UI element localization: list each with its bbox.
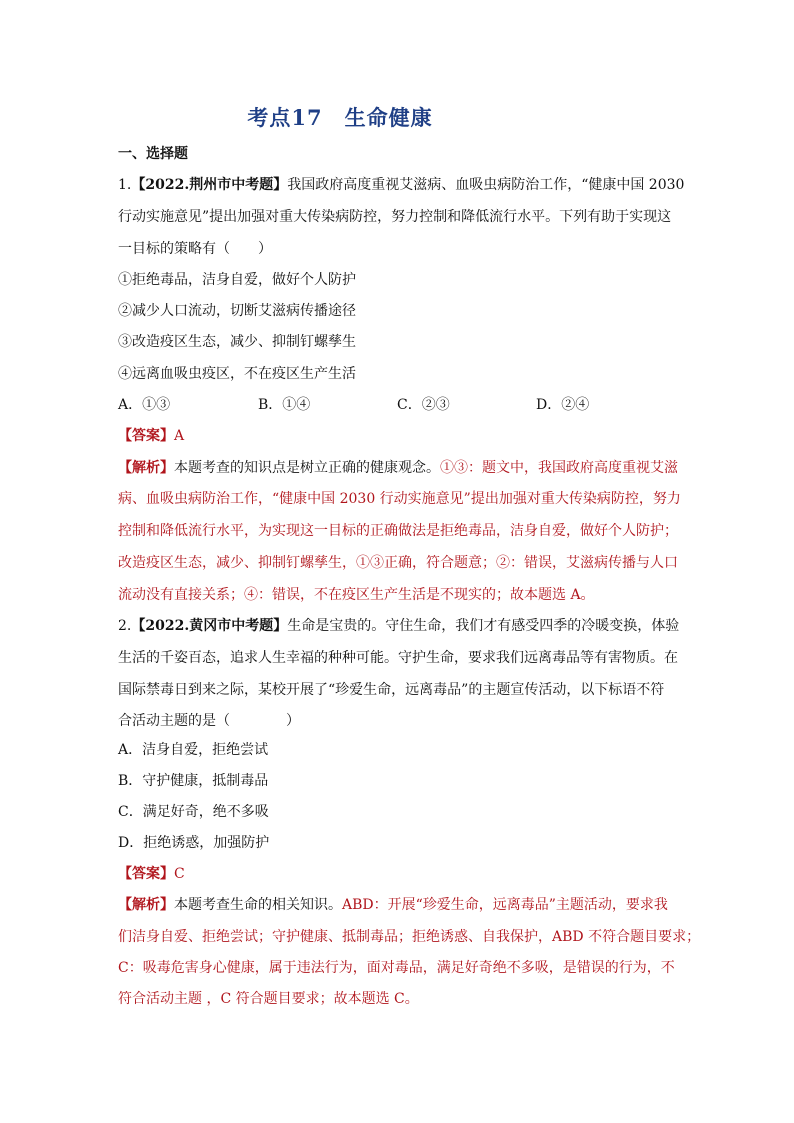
q2-source: 【2022.黄冈市中考题】 — [131, 618, 288, 634]
q2-analysis-line-2: 们洁身自爱、拒绝尝试；守护健康、抵制毒品；拒绝诱惑、自我保护，ABD 不符合题目要求； — [118, 929, 701, 945]
q1-option-a: A．①③ — [118, 397, 171, 413]
q1-item-2: ②减少人口流动，切断艾滋病传播途径 — [118, 303, 356, 319]
q1-analysis-text-1a: 本题考查的知识点是树立正确的健康观念。 — [174, 460, 440, 476]
q1-analysis-line-4: 改造疫区生态，减少、抑制钉螺孳生，①③正确，符合题意；②：错误，艾滋病传播与人口 — [118, 555, 678, 571]
q1-answer-value: A — [174, 428, 185, 444]
q2-option-c: C．满足好奇，绝不多吸 — [118, 804, 269, 820]
q2-stem-text-1: 生命是宝贵的。守住生命，我们才有感受四季的冷暖变换，体验 — [287, 618, 680, 634]
q2-option-d: D．拒绝诱惑，加强防护 — [118, 835, 270, 851]
q2-analysis-line-3: C：吸毒危害身心健康，属于违法行为，面对毒品，满足好奇绝不多吸，是错误的行为，不 — [118, 960, 675, 976]
page-title — [0, 102, 680, 132]
q2-stem-line-1 — [118, 616, 688, 636]
q2-stem-line-2: 生活的千姿百态，追求人生幸福的种种可能。守护生命，要求我们远离毒品等有害物质。在 — [118, 650, 678, 666]
q1-analysis-line-3: 控制和降低流行水平，为实现这一目标的正确做法是拒绝毒品，洁身自爱，做好个人防护； — [118, 523, 678, 539]
q1-answer — [118, 426, 688, 446]
q2-analysis-line-1 — [118, 895, 688, 915]
q1-stem-line-1 — [118, 175, 688, 195]
q2-answer-label: 【答案】 — [118, 866, 174, 882]
q2-number: 2. — [118, 618, 132, 634]
q1-source: 【2022.荆州市中考题】 — [131, 177, 288, 193]
q2-option-a: A．洁身自爱，拒绝尝试 — [118, 742, 269, 758]
q1-answer-label: 【答案】 — [118, 428, 174, 444]
q1-option-c: C．②③ — [397, 397, 450, 413]
q2-option-b: B．守护健康，抵制毒品 — [118, 773, 269, 789]
q2-stem-line-3: 国际禁毒日到来之际，某校开展了“珍爱生命，远离毒品”的主题宣传活动，以下标语不符 — [118, 682, 665, 698]
q1-number: 1. — [118, 177, 132, 193]
q2-analysis-label: 【解析】 — [118, 897, 174, 913]
q1-item-4: ④远离血吸虫疫区，不在疫区生产生活 — [118, 366, 356, 382]
q2-analysis-line-4: 符合活动主题 ，C 符合题目要求；故本题选 C。 — [118, 991, 419, 1007]
q2-analysis-text-1a: 本题考查生命的相关知识。 — [174, 897, 342, 913]
title-topic: 生命健康 — [344, 105, 433, 130]
q1-stem-text-1: 我国政府高度重视艾滋病、血吸虫病防治工作，“健康中国 2030 — [287, 177, 685, 193]
q1-item-1: ①拒绝毒品，洁身自爱，做好个人防护 — [118, 272, 356, 288]
section-heading: 一、选择题 — [118, 146, 188, 162]
q2-answer-value: C — [174, 866, 185, 882]
q2-analysis-text-1b: ABD：开展“珍爱生命，远离毒品”主题活动，要求我 — [342, 897, 668, 913]
q1-options — [118, 395, 688, 415]
q1-item-3: ③改造疫区生态，减少、抑制钉螺孳生 — [118, 334, 356, 350]
q1-analysis-label: 【解析】 — [118, 460, 174, 476]
q1-analysis-line-1 — [118, 458, 688, 478]
q1-stem-line-3: 一目标的策略有（ ） — [118, 241, 272, 257]
q2-answer — [118, 864, 688, 884]
q1-analysis-line-2: 病、血吸虫病防治工作，“健康中国 2030 行动实施意见”提出加强对重大传染病防控，努力 — [118, 491, 681, 507]
q1-stem-line-2: 行动实施意见”提出加强对重大传染病防控，努力控制和降低流行水平。下列有助于实现这 — [118, 209, 672, 225]
title-prefix: 考点17 — [247, 105, 323, 130]
q2-stem-line-4: 合活动主题的是（ ） — [118, 713, 300, 729]
q1-option-d: D．②④ — [536, 397, 590, 413]
q1-analysis-line-5: 流动没有直接关系；④：错误，不在疫区生产生活是不现实的；故本题选 A。 — [118, 587, 595, 603]
q1-option-b: B．①④ — [258, 397, 311, 413]
q1-analysis-text-1b: ①③：题文中，我国政府高度重视艾滋 — [440, 460, 678, 476]
